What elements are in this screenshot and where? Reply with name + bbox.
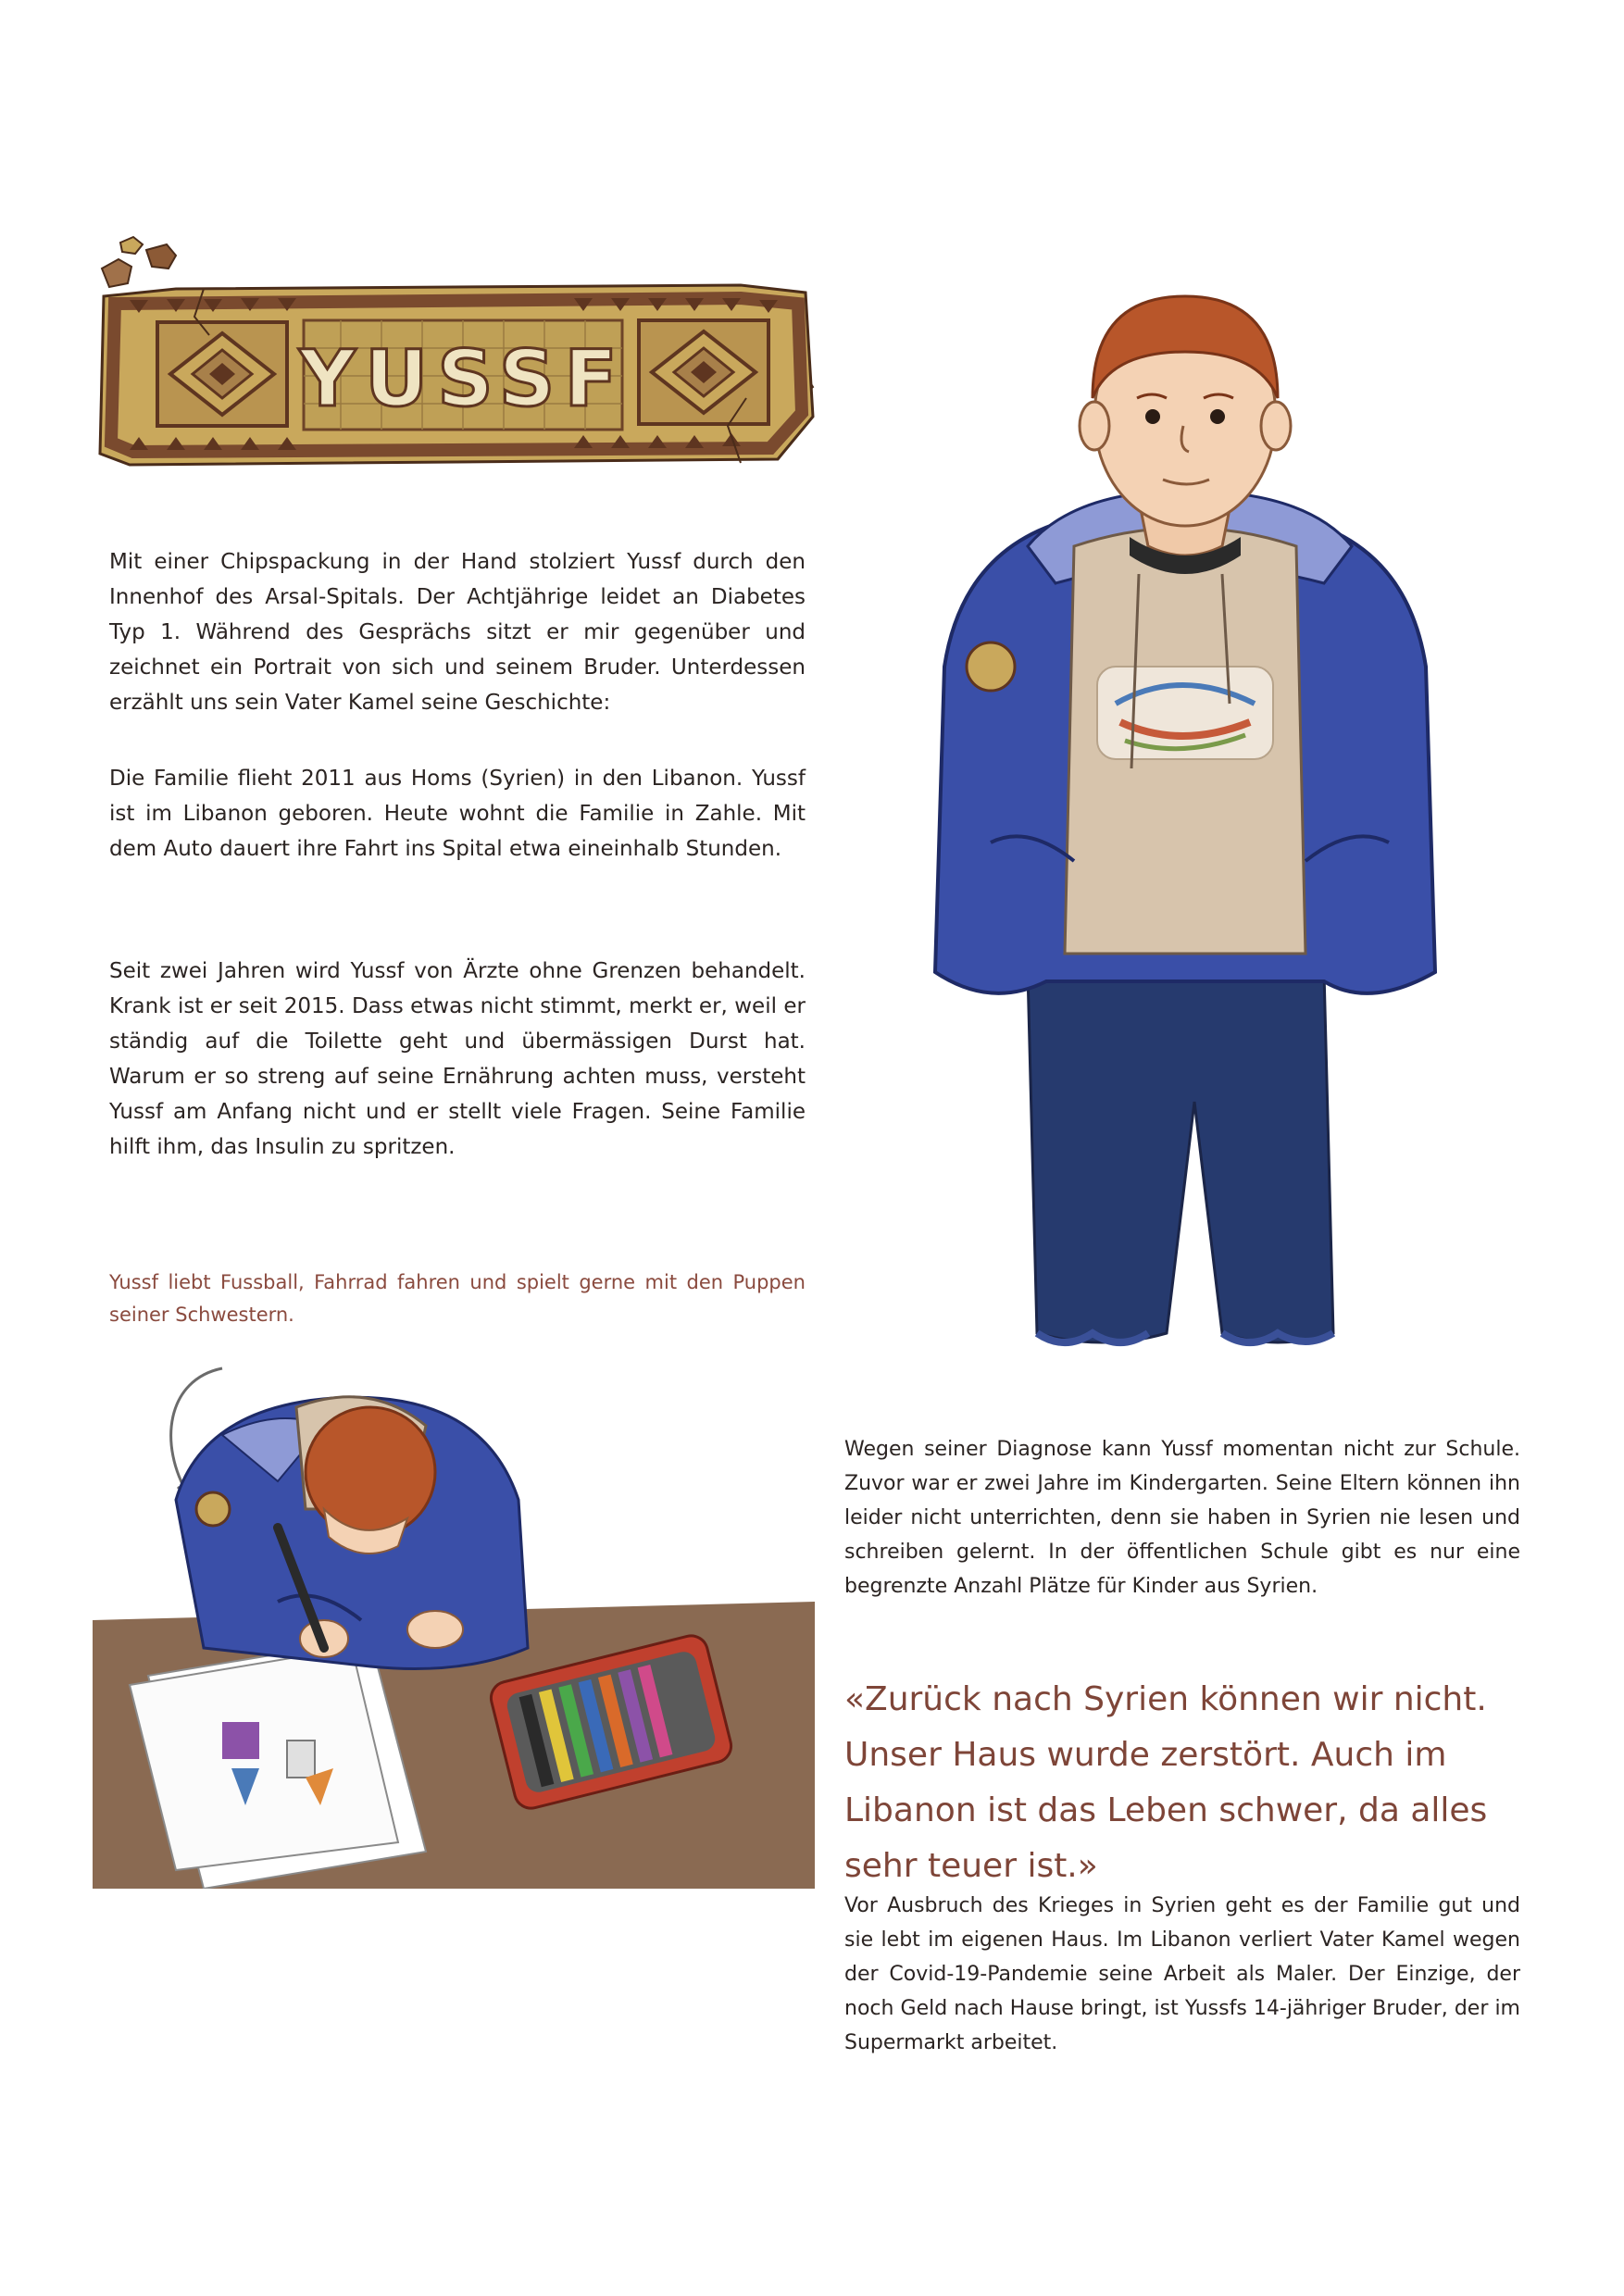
title-banner [93,231,833,472]
pull-quote: «Zurück nach Syrien können wir nicht. Unser Haus wurde zerstört. Auch im Libanon ist das Leben schwer, da alles sehr teuer ist.» [844,1680,1488,1885]
boy-drawing-illustration [93,1370,815,1889]
right-paragraph-1: Wegen seiner Diagnose kann Yussf momentan nicht zur Schule. Zuvor war er zwei Jahre im Kindergarten. Seine Eltern können ihn leider nicht unterrichten, denn sie haben in Syrien nie lesen und schreiben gelernt. In der öffentlichen Schule gibt es nur eine begrenzte Anzahl Plätze für Kinder aus Syrien. [844,1438,1520,1598]
boy-portrait-illustration [889,268,1481,1379]
page-title: YUSSF [299,333,627,424]
image-caption: Yussf liebt Fussball, Fahrrad fahren und spielt gerne mit den Puppen seiner Schwestern. [109,1271,806,1326]
intro-paragraph-2: Die Familie flieht 2011 aus Homs (Syrien) in den Libanon. Yussf ist im Libanon geboren. Heute wohnt die Familie in Zahle. Mit dem Auto dauert ihre Fahrt ins Spital etwa eineinhalb Stunden. [109,767,806,861]
right-paragraph-2: Vor Ausbruch des Krieges in Syrien geht es der Familie gut und sie lebt im eigenen Haus. Im Libanon verliert Vater Kamel wegen der Covid-19-Pandemie seine Arbeit als Maler. Der Einzige, der noch Geld nach Hause bringt, ist Yussfs 14-jähriger Bruder, der im Supermarkt arbeitet. [844,1894,1520,2054]
intro-paragraph-1: Mit einer Chipspackung in der Hand stolziert Yussf durch den Innenhof des Arsal-Spitals. Der Achtjährige leidet an Diabetes Typ 1. Während des Gesprächs sitzt er mir gegenüber und zeichnet ein Portrait von sich und seinem Bruder. Unterdessen erzählt uns sein Vater Kamel seine Geschichte: [109,550,806,715]
intro-paragraph-3: Seit zwei Jahren wird Yussf von Ärzte ohne Grenzen behandelt. Krank ist er seit 2015. Dass etwas nicht stimmt, merkt er, weil er ständig auf die Toilette geht und übermässigen Durst hat. Warum er so streng auf seine Ernährung achten muss, versteht Yussf am Anfang nicht und er stellt viele Fragen. Seine Familie hilft ihm, das Insulin zu spritzen. [109,959,806,1159]
